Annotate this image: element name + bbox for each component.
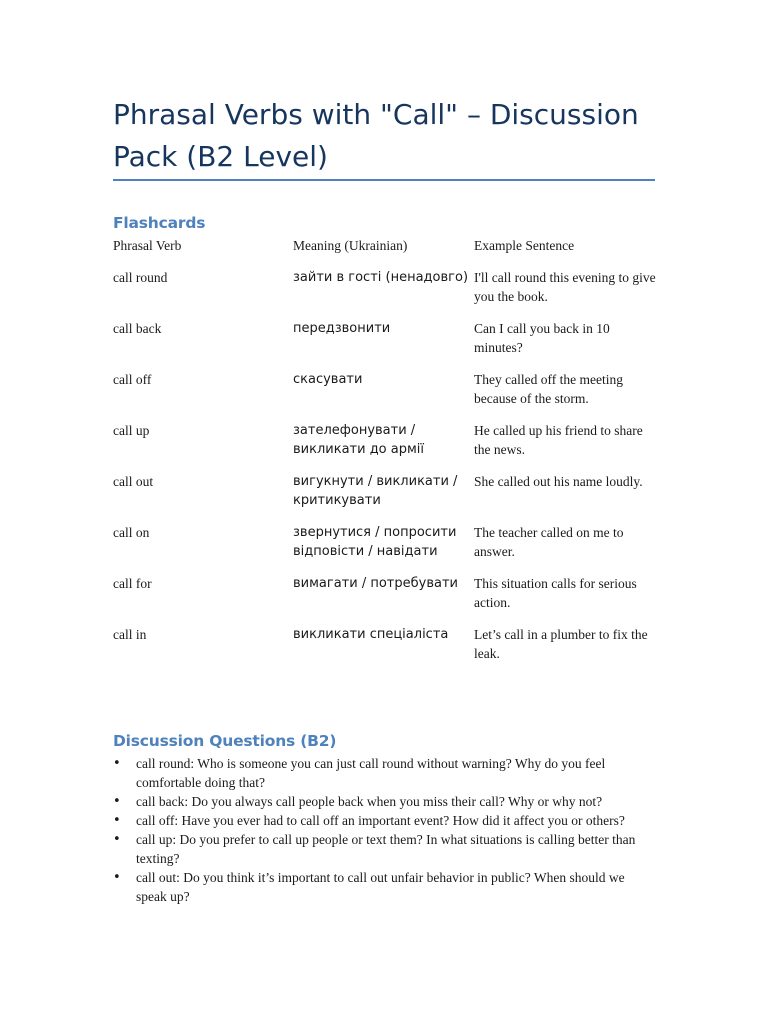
example-cell: The teacher called on me to answer. [474, 525, 624, 559]
question-text: call back: Do you always call people back when you miss their call? Why or why not? [136, 794, 603, 809]
question-text: call off: Have you ever had to call off an important event? How did it affect you or others? [136, 813, 625, 828]
phrasal-verb-cell: call round [113, 270, 168, 285]
example-cell: She called out his name loudly. [474, 474, 643, 489]
table-row [113, 574, 658, 625]
phrasal-verb-cell: call up [113, 423, 150, 438]
example-cell: Let’s call in a plumber to fix the leak. [474, 627, 648, 661]
meaning-cell: вигукнути / викликати / критикувати [293, 474, 458, 508]
flashcards-table [113, 236, 658, 676]
question-text: call out: Do you think it’s important to call out unfair behavior in public? When should we speak up? [136, 870, 625, 904]
bullet-icon: • [113, 794, 121, 809]
example-cell: Can I call you back in 10 minutes? [474, 321, 610, 355]
example-cell: They called off the meeting because of the storm. [474, 372, 623, 406]
title-underline [113, 179, 655, 181]
phrasal-verb-cell: call back [113, 321, 162, 336]
meaning-cell: звернутися / попросити відповісти / навідати [293, 525, 457, 559]
phrasal-verb-cell: call for [113, 576, 152, 591]
table-row [113, 421, 658, 472]
bullet-icon: • [113, 832, 121, 847]
list-item [113, 830, 655, 868]
table-row [113, 268, 658, 319]
phrasal-verb-cell: call on [113, 525, 150, 540]
example-cell: I'll call round this evening to give you the book. [474, 270, 656, 304]
list-item [113, 754, 655, 792]
example-cell: He called up his friend to share the news. [474, 423, 643, 457]
table-row [113, 472, 658, 523]
meaning-cell: викликати спеціаліста [293, 627, 449, 642]
meaning-cell: зайти в гості (ненадовго) [293, 270, 469, 285]
column-header-phrasal-verb: Phrasal Verb [113, 238, 182, 253]
table-row [113, 523, 658, 574]
list-item [113, 811, 655, 830]
bullet-icon: • [113, 813, 121, 828]
meaning-cell: зателефонувати / викликати до армії [293, 423, 425, 457]
phrasal-verb-cell: call in [113, 627, 147, 642]
discussion-questions-list [113, 754, 655, 906]
question-text: call round: Who is someone you can just call round without warning? Why do you feel comfortable doing that? [136, 756, 606, 790]
list-item [113, 868, 655, 906]
column-header-meaning: Meaning (Ukrainian) [293, 238, 408, 253]
question-text: call up: Do you prefer to call up people or text them? In what situations is calling better than texting? [136, 832, 636, 866]
phrasal-verb-cell: call out [113, 474, 154, 489]
meaning-cell: скасувати [293, 372, 363, 387]
bullet-icon: • [113, 756, 121, 771]
list-item [113, 792, 655, 811]
example-cell: This situation calls for serious action. [474, 576, 637, 610]
phrasal-verb-cell: call off [113, 372, 152, 387]
bullet-icon: • [113, 870, 121, 885]
document-title: Phrasal Verbs with "Call" – Discussion Pack (B2 Level) [113, 98, 639, 173]
flashcards-header-row [113, 236, 658, 268]
flashcards-heading: Flashcards [113, 214, 206, 232]
meaning-cell: передзвонити [293, 321, 391, 336]
column-header-example: Example Sentence [474, 238, 575, 253]
table-row [113, 319, 658, 370]
table-row [113, 370, 658, 421]
discussion-heading: Discussion Questions (B2) [113, 732, 337, 750]
table-row [113, 625, 658, 676]
meaning-cell: вимагати / потребувати [293, 576, 458, 591]
